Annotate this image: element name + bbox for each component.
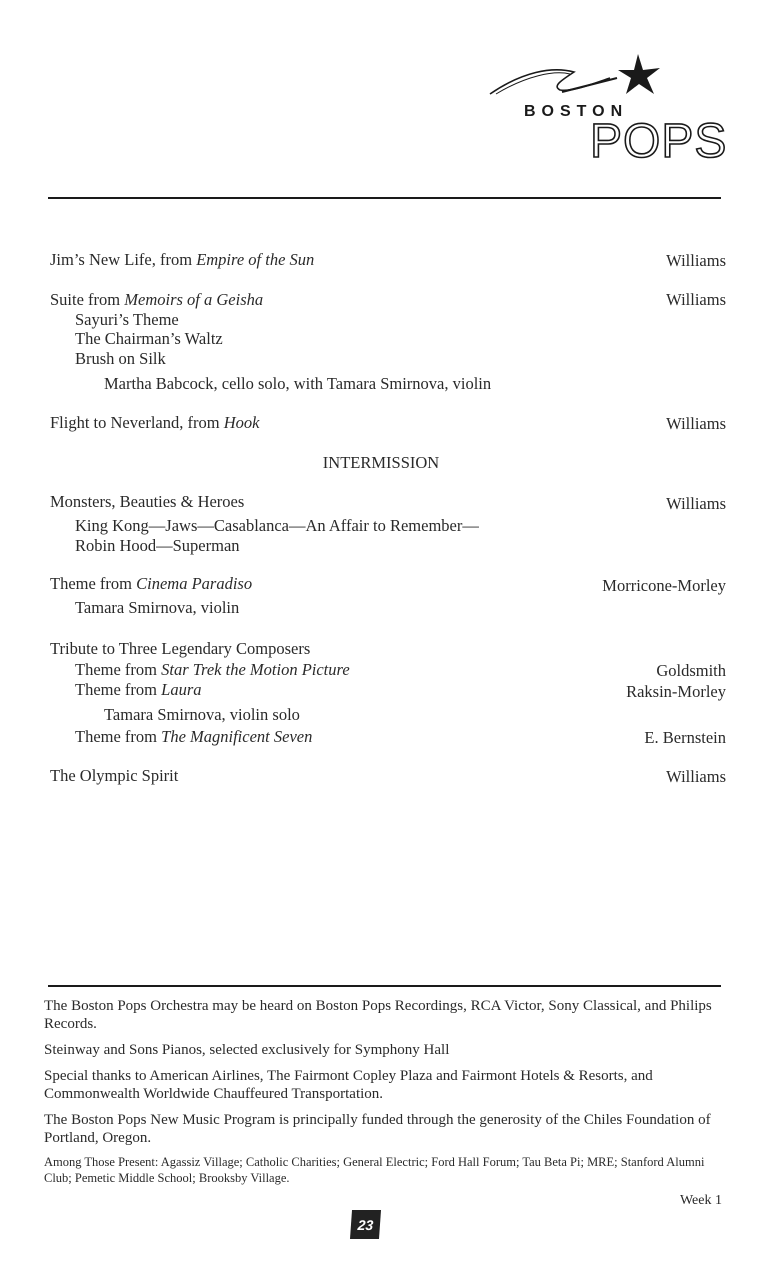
program-movement: Theme from Star Trek the Motion Picture	[75, 660, 350, 679]
week-label: Week 1	[679, 1193, 722, 1208]
program-item-title: The Olympic Spirit	[50, 766, 179, 785]
program-movement: Robin Hood—Superman	[75, 536, 240, 555]
intermission-label: INTERMISSION	[322, 453, 440, 472]
program-item-composer: Williams	[666, 494, 726, 513]
program-soloist: Tamara Smirnova, violin solo	[104, 705, 300, 724]
program-item-composer: Williams	[666, 767, 726, 786]
program-item-title: Jim’s New Life, from Empire of the Sun	[50, 250, 315, 269]
program-item-composer: E. Bernstein	[644, 728, 726, 747]
program-item-title: Flight to Neverland, from Hook	[50, 413, 260, 432]
program-item-composer: Raksin-Morley	[626, 682, 726, 701]
recordings-note: The Boston Pops Orchestra may be heard on Boston Pops Recordings, RCA Victor, Sony Classical, and Philips Records.	[44, 998, 712, 1032]
funding-note: The Boston Pops New Music Program is principally funded through the generosity of the Chiles Foundation of Portland, Oregon.	[44, 1112, 711, 1146]
swoosh-star-icon	[482, 50, 722, 110]
program-movement: The Chairman’s Waltz	[75, 329, 223, 348]
boston-pops-logo	[482, 50, 728, 180]
program-item-composer: Williams	[666, 414, 726, 433]
thanks-note: Special thanks to American Airlines, The Fairmont Copley Plaza and Fairmont Hotels & Resorts, and Commonwealth Worldwide Chauffeured Transportation.	[44, 1068, 653, 1102]
program-movement: King Kong—Jaws—Casablanca—An Affair to Remember—	[75, 516, 479, 535]
program-item-title: Suite from Memoirs of a Geisha	[50, 290, 264, 309]
top-divider	[48, 197, 721, 199]
program-item-composer: Morricone-Morley	[602, 576, 726, 595]
steinway-note: Steinway and Sons Pianos, selected exclusively for Symphony Hall	[44, 1042, 450, 1058]
logo-pops-text: POPS	[590, 115, 728, 168]
program-item-composer: Williams	[666, 251, 726, 270]
program-item-composer: Williams	[666, 290, 726, 309]
among-those-present: Among Those Present: Agassiz Village; Catholic Charities; General Electric; Ford Hall Forum; Tau Beta Pi; MRE; Stanford Alumni Club; Pemetic Middle School; Brooksby Village.	[44, 1155, 705, 1185]
program-item-composer: Goldsmith	[656, 661, 726, 680]
program-item-title: Theme from Cinema Paradiso	[50, 574, 253, 593]
program-movement: Brush on Silk	[75, 349, 166, 368]
program-movement: Theme from The Magnificent Seven	[75, 727, 313, 746]
program-item-title: Tribute to Three Legendary Composers	[50, 639, 311, 658]
program-movement: Theme from Laura	[75, 680, 202, 699]
program-soloist: Tamara Smirnova, violin	[75, 598, 240, 617]
program-item-title: Monsters, Beauties & Heroes	[50, 492, 245, 511]
page-number: 23	[350, 1210, 381, 1239]
bottom-divider	[48, 985, 721, 987]
logo-boston-text: BOSTON	[524, 103, 629, 120]
program-movement: Sayuri’s Theme	[75, 310, 179, 329]
program-soloist: Martha Babcock, cello solo, with Tamara Smirnova, violin	[104, 374, 492, 393]
